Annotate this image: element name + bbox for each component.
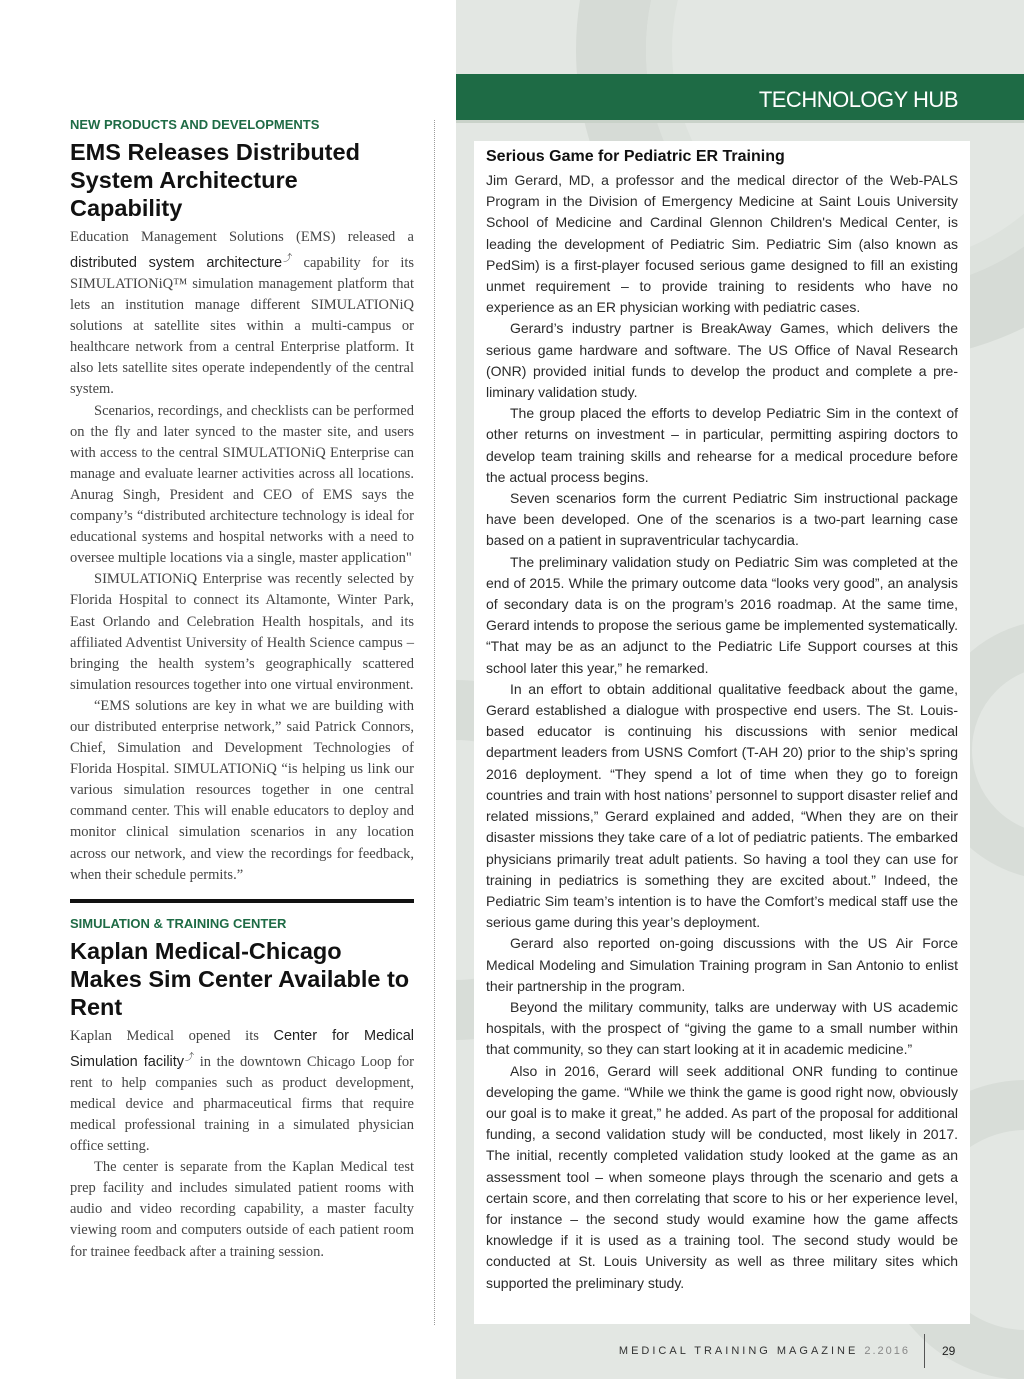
page-footer (456, 1334, 1024, 1379)
magazine-name: MEDICAL TRAINING MAGAZINE 2.2016 (618, 1345, 910, 1357)
section-label: SIMULATION & TRAINING CENTER (70, 915, 287, 931)
feature-paragraph: Seven scenarios form the current Pediatric Sim instructional package have been developed. One of the scenarios is a two-part learning case based on a patient in supraventricular tachycardia. (486, 490, 958, 549)
article-paragraph: SIMULATIONiQ Enterprise was recently selected by Florida Hospital to connect its Altamonte, Winter Park, East Orlando and Celebration Health hospitals, and its affiliated Adventist University of Health Science campus – bringing the health system’s geographically scattered simulation resources together into one virtual environment. (70, 571, 414, 693)
technology-hub-banner: TECHNOLOGY HUB (456, 74, 1024, 120)
article-headline: Kaplan Medical-Chicago Makes Sim Center Available to Rent (70, 937, 410, 1020)
article-separator (70, 899, 414, 903)
article-paragraph: The center is separate from the Kaplan Medical test prep facility and includes simulated patient rooms with audio and video recording capability, a master faculty viewing room and computers outside of each patient room for trainee feedback after a training session. (70, 1159, 414, 1260)
external-link-icon: ⤴ (283, 253, 293, 264)
feature-paragraph: Jim Gerard, MD, a professor and the medical director of the Web-PALS Program in the Division of Emergency Medicine at Saint Louis University School of Medicine and Cardinal Glennon Children's Medical Center, is leading the development of Pediatric Sim. Pediatric Sim (also known as PedSim) is a first-player focused serious game designed to fill an existing unmet requirement – to provide training to residents who have no experience as an ER physician working with pediatric cases. (486, 172, 958, 316)
feature-paragraph: Gerard also reported on-going discussions with the US Air Force Medical Modeling and Simulation Training program in San Antonio to enlist their partnership in the program. (486, 935, 958, 994)
article-paragraph: “EMS solutions are key in what we are building with our distributed enterprise network,” said Patrick Connors, Chief, Simulation and Development Technologies of Florida Hospital. SIMULATIONiQ “is helping us link our various simulation resources together in one central command center. This will enable educators to deploy and monitor clinical simulation scenarios in any location across our network, and view the recordings for feedback, when their schedule permits.” (70, 697, 414, 883)
page-number: 29 (942, 1344, 956, 1358)
article-kaplan (70, 916, 414, 1263)
paragraph-text: capability for its SIMULATIONiQ™ simulation management platform that lets an institution manage different SIMULATIONiQ solutions at satellite sites within a multi-campus or healthcare network from a central Enterprise platform. It also lets satellite sites operate independently of the central system. (70, 254, 415, 398)
external-link-icon: ⤴ (185, 1051, 195, 1062)
paragraph-text: in the downtown Chicago Loop for rent to help companies such as product development, medical device and pharmaceutical firms that require medical professional training in a simulated physician office setting. (70, 1053, 415, 1155)
feature-paragraph: The group placed the efforts to develop Pediatric Sim in the context of other returns on investment – in particular, permitting aspiring doctors to develop team training skills and rehearse for a medical procedure before the actual process begins. (486, 405, 958, 485)
feature-article (486, 145, 958, 1294)
feature-paragraph: Beyond the military community, talks are underway with US academic hospitals, with the prospect of “giving the game to a small number within that community, so they can start looking at it in academic medicine.” (486, 998, 958, 1058)
issue-number: 2.2016 (864, 1345, 910, 1357)
article-ems (70, 117, 414, 886)
feature-paragraph: Gerard’s industry partner is BreakAway Games, which delivers the serious game hardware and software. The US Office of Naval Research (ONR) provided initial funds to develop the product and complete a preliminary validation study. (486, 320, 958, 401)
center-for-medical-simulation-link[interactable]: Center for Medical Simulation facility⤴ (70, 1027, 415, 1070)
feature-paragraph: The preliminary validation study on Pediatric Sim was completed at the end of 2015. While the primary outcome data “looks very good”, an analysis of secondary data is on the program’s 2016 roadmap. At the same time, Gerard intends to propose the serious game be implemented systematically. “That may be as an adjunct to the Pediatric Life Support courses at this school later this year,” he remarked. (486, 553, 958, 676)
footer-separator (924, 1334, 925, 1368)
feature-paragraph: Also in 2016, Gerard will seek additional ONR funding to continue developing the game. “While we think the game is good right now, obviously our goal is to make it great,” he added. As part of the proposal for additional funding, a second validation study will be conducted, most likely in 2017. The initial, recently completed validation study looked at the game as an assessment tool – when someone plays through the scenario and gets a certain score, and then correlating that score to his or her experience level, for instance – the second study would examine how the game affects knowledge if it is used as a training tool. The second study would be conducted at St. Louis University as well as three military sites which supported the preliminary study. (486, 1062, 958, 1291)
column-divider (434, 120, 435, 1325)
left-column (70, 117, 414, 1263)
article-paragraph: Scenarios, recordings, and checklists can be performed on the fly and later synced to the master site, and users with access to the central SIMULATIONiQ Enterprise can manage and evaluate learner activities across all locations. Anurag Singh, President and CEO of EMS says the company’s “distributed architecture technology is ideal for educational systems and hospital networks with a need to oversee multiple locations via a single, master application" (70, 402, 414, 567)
paragraph-text: Education Management Solutions (EMS) released a (70, 229, 414, 245)
article-headline: EMS Releases Distributed System Architecture Capability (70, 139, 360, 221)
feature-panel (474, 141, 970, 1324)
feature-title: Serious Game for Pediatric ER Training (486, 148, 785, 165)
paragraph-text: Kaplan Medical opened its (70, 1027, 259, 1044)
section-label: NEW PRODUCTS AND DEVELOPMENTS (70, 117, 320, 132)
distributed-architecture-link[interactable]: distributed system architecture⤴ (70, 253, 293, 271)
article-paragraph (70, 227, 414, 401)
banner-underline (456, 120, 1024, 123)
article-paragraph (70, 1026, 414, 1157)
feature-paragraph: In an effort to obtain additional qualitative feedback about the game, Gerard established a dialogue with prospective end users. The St. Louis-based educator is continuing his discussions with senior medical department leaders from USNS Comfort (T-AH 20) prior to the ship’s spring 2016 deployment. “They spend a lot of time when they go to foreign countries and train with host nations’ personnel to support disaster relief and related missions,” Gerard explained and added, “When they are on their disaster missions they take care of a lot of pediatric patients. The embarked physicians primarily treat adult patients. So having a tool they can use for training in pediatrics is something they are excited about.” Indeed, the Pediatric Sim team’s intention is to have the Comfort’s medical staff use the serious game during this year’s deployment. (486, 680, 958, 931)
